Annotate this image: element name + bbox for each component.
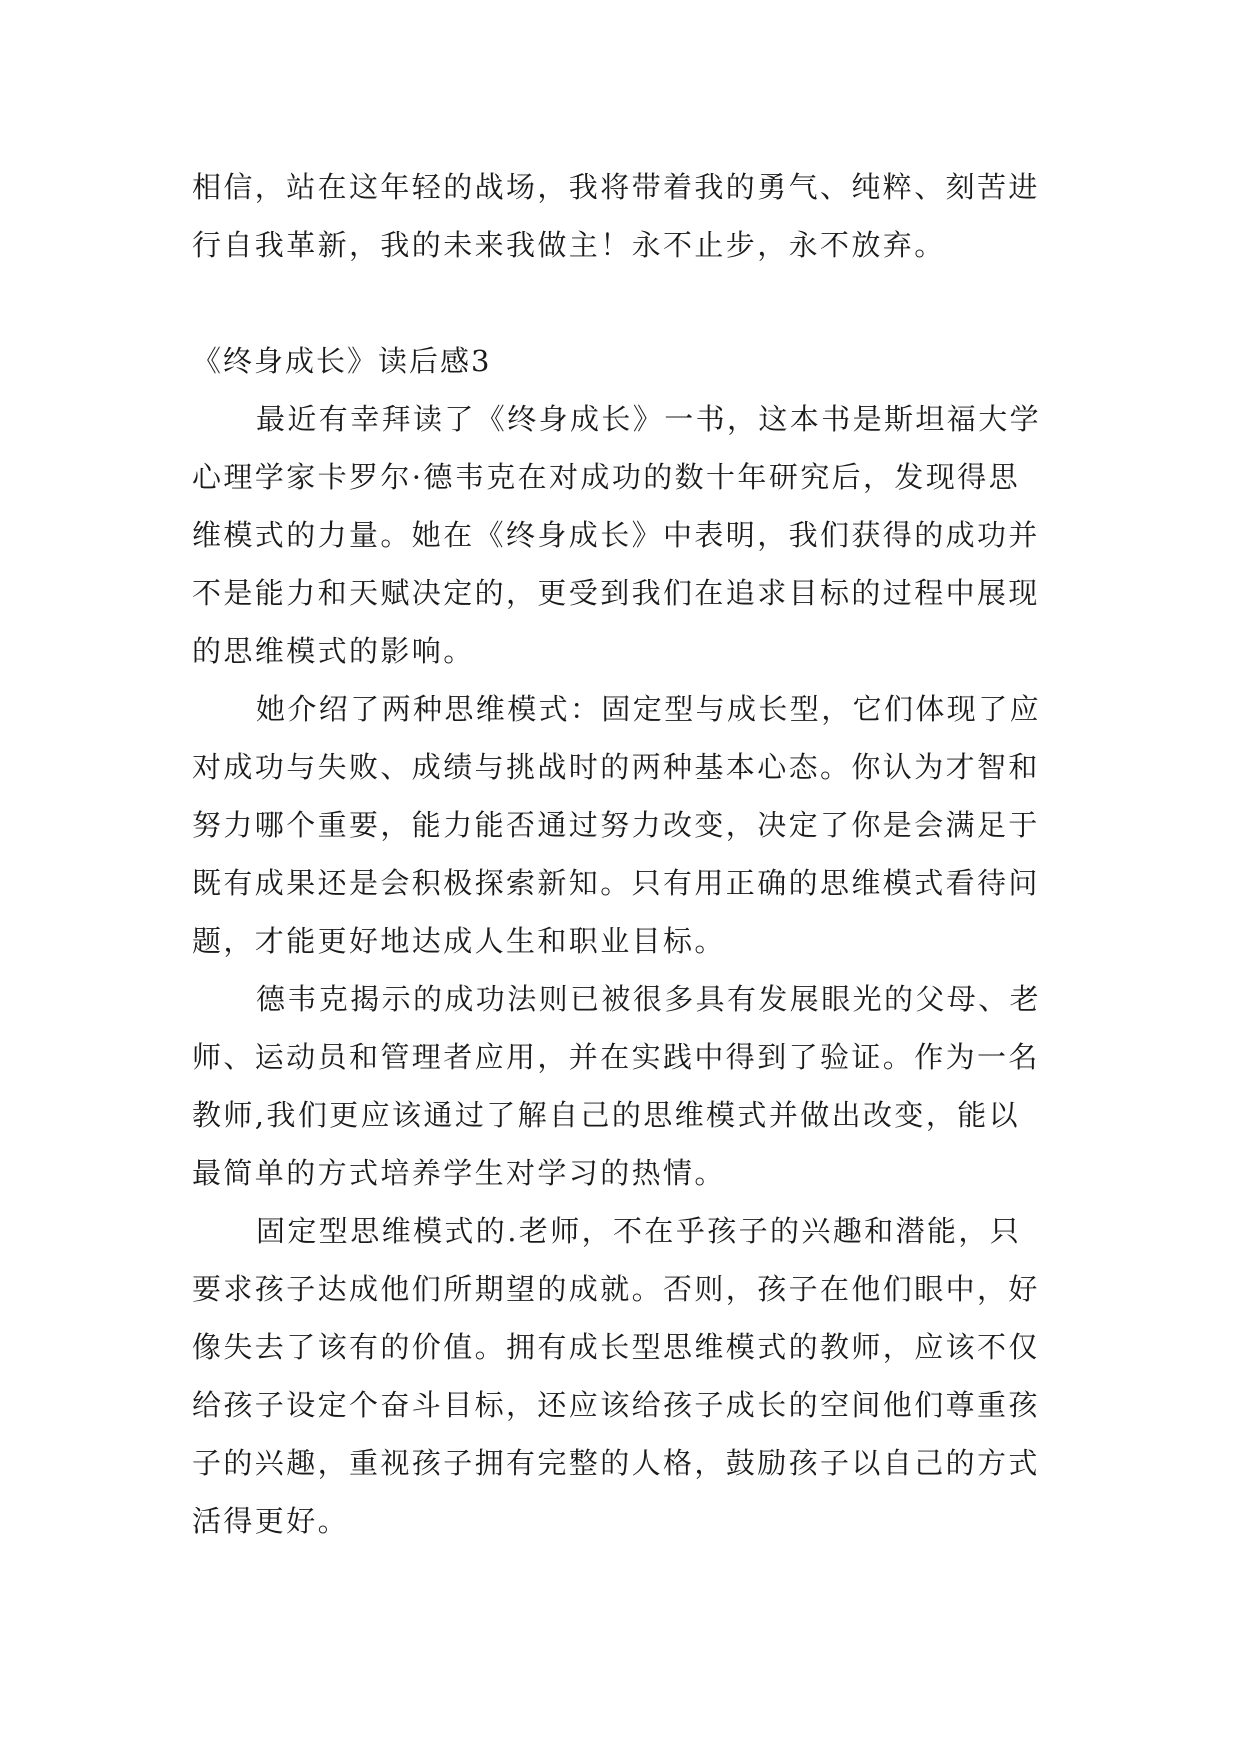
body-paragraph-3: 德韦克揭示的成功法则已被很多具有发展眼光的父母、老师、运动员和管理者应用，并在实践中得到了验证。作为一名教师,我们更应该通过了解自己的思维模式并做出改变，能以最简单的方式培养学生对学习的热情。 (192, 982, 1042, 1190)
document-body (192, 158, 1050, 1550)
body-paragraph-1: 最近有幸拜读了《终身成长》一书，这本书是斯坦福大学心理学家卡罗尔·德韦克在对成功的数十年研究后，发现得思维模式的力量。她在《终身成长》中表明，我们获得的成功并不是能力和天赋决定的，更受到我们在追求目标的过程中展现的思维模式的影响。 (192, 402, 1042, 668)
body-paragraph-4: 固定型思维模式的.老师，不在乎孩子的兴趣和潜能，只要求孩子达成他们所期望的成就。否则，孩子在他们眼中，好像失去了该有的价值。拥有成长型思维模式的教师，应该不仅给孩子设定个奋斗目标，还应该给孩子成长的空间他们尊重孩子的兴趣，重视孩子拥有完整的人格，鼓励孩子以自己的方式活得更好。 (192, 1214, 1040, 1538)
section-title: 《终身成长》读后感3 (192, 344, 492, 378)
body-paragraph-2: 她介绍了两种思维模式：固定型与成长型，它们体现了应对成功与失败、成绩与挑战时的两种基本心态。你认为才智和努力哪个重要，能力能否通过努力改变，决定了你是会满足于既有成果还是会积极探索新知。只有用正确的思维模式看待问题，才能更好地达成人生和职业目标。 (192, 692, 1042, 958)
opening-paragraph: 相信，站在这年轻的战场，我将带着我的勇气、纯粹、刻苦进行自我革新，我的未来我做主！永不止步，永不放弃。 (192, 170, 1040, 262)
paragraph-gap (192, 274, 1050, 332)
